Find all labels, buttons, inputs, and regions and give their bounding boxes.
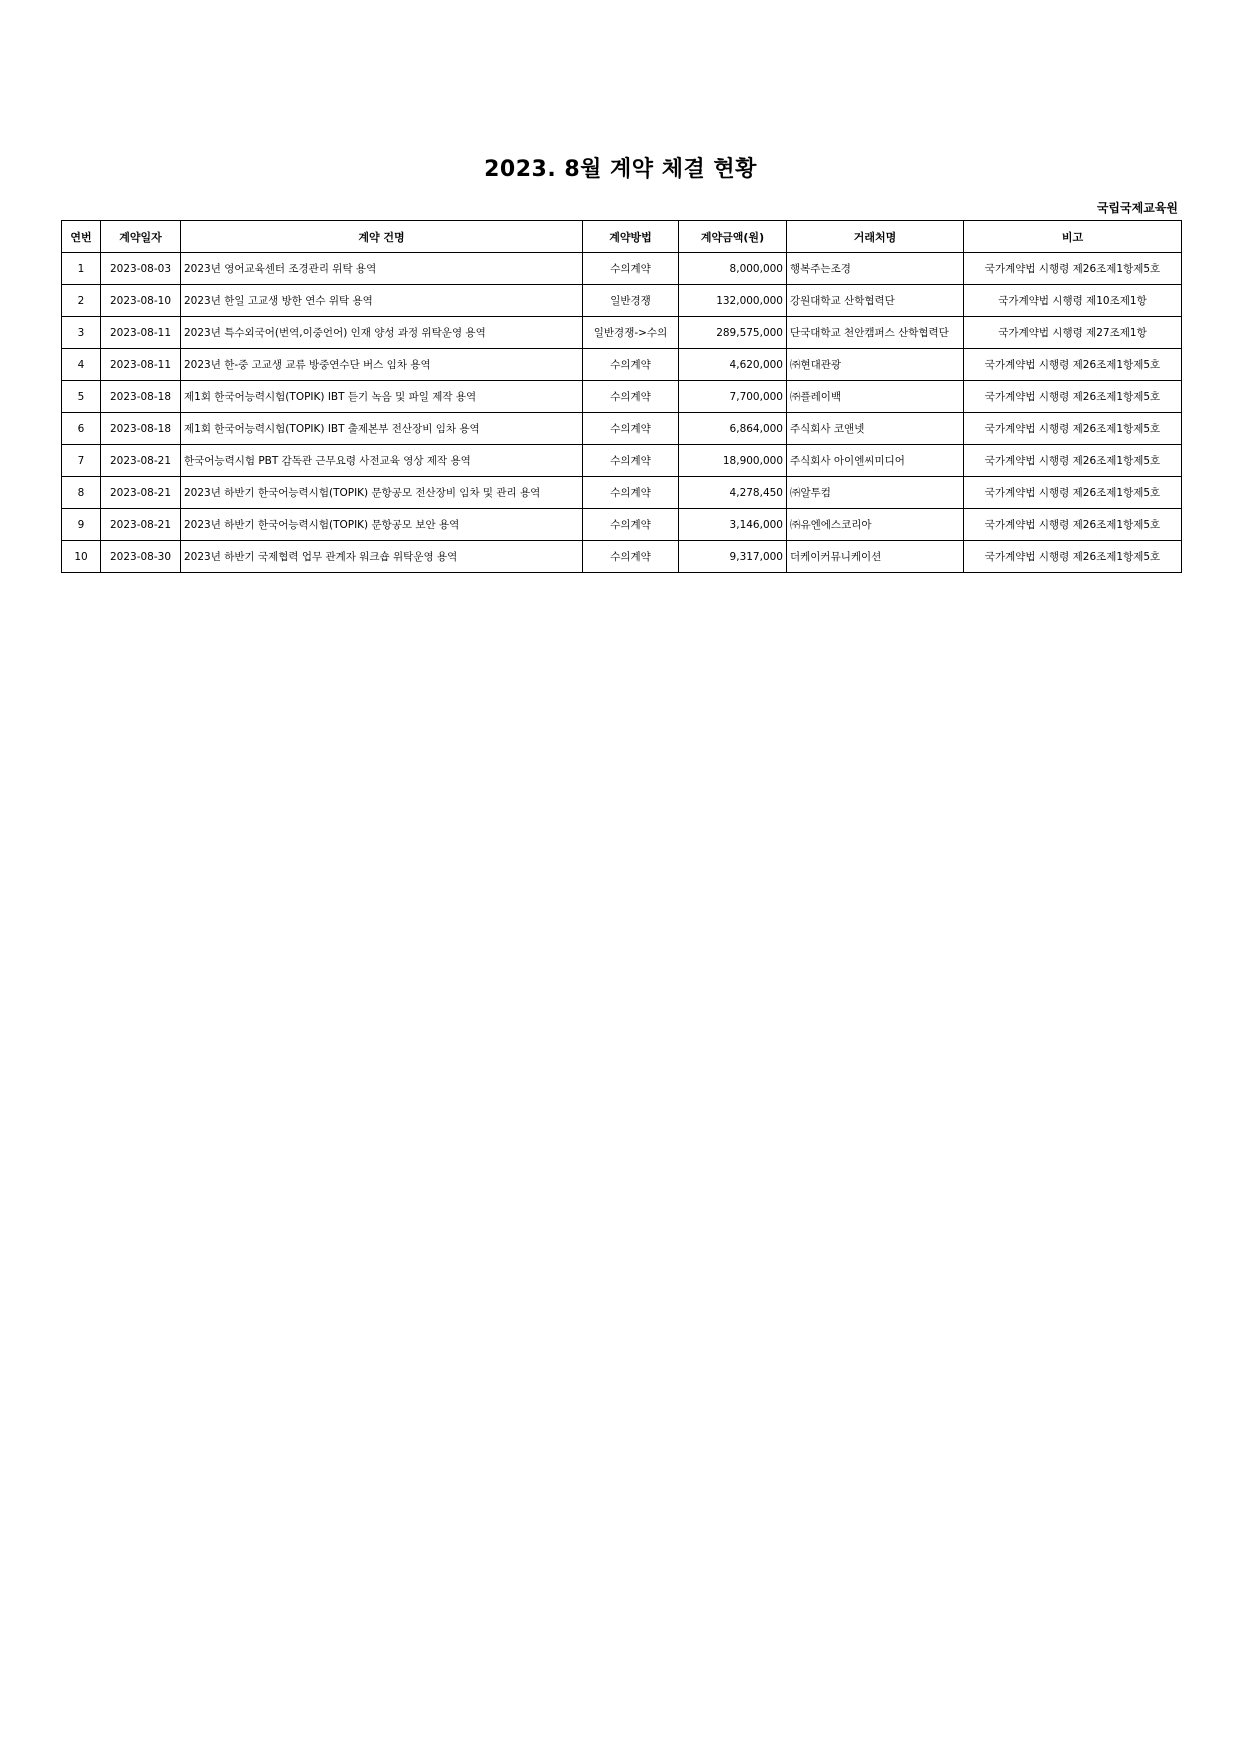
cell-contract-method: 수의계약	[583, 349, 679, 381]
cell-contract-date: 2023-08-21	[101, 509, 181, 541]
cell-number: 3	[62, 317, 101, 349]
cell-contract-method: 일반경쟁->수의	[583, 317, 679, 349]
cell-contract-name: 한국어능력시험 PBT 감독관 근무요령 사전교육 영상 제작 용역	[181, 445, 583, 477]
cell-remarks: 국가계약법 시행령 제26조제1항제5호	[964, 477, 1182, 509]
table-row	[62, 285, 1182, 317]
cell-contract-amount: 6,864,000	[679, 413, 787, 445]
cell-contract-amount: 4,620,000	[679, 349, 787, 381]
cell-contract-date: 2023-08-10	[101, 285, 181, 317]
cell-vendor: 행복주는조경	[787, 253, 964, 285]
cell-number: 6	[62, 413, 101, 445]
cell-contract-amount: 3,146,000	[679, 509, 787, 541]
cell-contract-method: 수의계약	[583, 253, 679, 285]
cell-remarks: 국가계약법 시행령 제26조제1항제5호	[964, 445, 1182, 477]
cell-contract-name: 2023년 한일 고교생 방한 연수 위탁 용역	[181, 285, 583, 317]
cell-number: 7	[62, 445, 101, 477]
header-vendor: 거래처명	[787, 221, 964, 253]
cell-remarks: 국가계약법 시행령 제26조제1항제5호	[964, 541, 1182, 573]
header-remarks: 비고	[964, 221, 1182, 253]
cell-contract-name: 2023년 영어교육센터 조경관리 위탁 용역	[181, 253, 583, 285]
header-contract-amount: 계약금액(원)	[679, 221, 787, 253]
cell-contract-method: 일반경쟁	[583, 285, 679, 317]
page-title: 2023. 8월 계약 체결 현황	[484, 157, 757, 182]
table-row	[62, 509, 1182, 541]
cell-contract-amount: 7,700,000	[679, 381, 787, 413]
cell-contract-date: 2023-08-18	[101, 381, 181, 413]
cell-vendor: 강원대학교 산학협력단	[787, 285, 964, 317]
cell-contract-date: 2023-08-21	[101, 445, 181, 477]
cell-vendor: ㈜유엔에스코리아	[787, 509, 964, 541]
cell-number: 10	[62, 541, 101, 573]
cell-contract-date: 2023-08-21	[101, 477, 181, 509]
cell-remarks: 국가계약법 시행령 제26조제1항제5호	[964, 413, 1182, 445]
cell-vendor: 주식회사 아이엔씨미디어	[787, 445, 964, 477]
cell-number: 1	[62, 253, 101, 285]
cell-contract-method: 수의계약	[583, 445, 679, 477]
cell-vendor: ㈜알투컴	[787, 477, 964, 509]
cell-contract-name: 2023년 특수외국어(번역,이중언어) 인재 양성 과정 위탁운영 용역	[181, 317, 583, 349]
table-row	[62, 349, 1182, 381]
header-contract-name: 계약 건명	[181, 221, 583, 253]
contract-table	[61, 220, 1182, 573]
table-row	[62, 381, 1182, 413]
cell-contract-method: 수의계약	[583, 381, 679, 413]
cell-remarks: 국가계약법 시행령 제27조제1항	[964, 317, 1182, 349]
table-row	[62, 445, 1182, 477]
cell-vendor: 더케이커뮤니케이션	[787, 541, 964, 573]
header-contract-method: 계약방법	[583, 221, 679, 253]
cell-remarks: 국가계약법 시행령 제10조제1항	[964, 285, 1182, 317]
cell-contract-name: 2023년 하반기 한국어능력시험(TOPIK) 문항공모 보안 용역	[181, 509, 583, 541]
table-row	[62, 477, 1182, 509]
cell-contract-amount: 18,900,000	[679, 445, 787, 477]
cell-contract-name: 제1회 한국어능력시험(TOPIK) IBT 출제본부 전산장비 임차 용역	[181, 413, 583, 445]
cell-remarks: 국가계약법 시행령 제26조제1항제5호	[964, 381, 1182, 413]
cell-remarks: 국가계약법 시행령 제26조제1항제5호	[964, 253, 1182, 285]
cell-vendor: ㈜플레이백	[787, 381, 964, 413]
cell-number: 4	[62, 349, 101, 381]
cell-contract-date: 2023-08-11	[101, 349, 181, 381]
cell-contract-name: 2023년 한-중 고교생 교류 방중연수단 버스 임차 용역	[181, 349, 583, 381]
cell-contract-date: 2023-08-30	[101, 541, 181, 573]
cell-number: 5	[62, 381, 101, 413]
cell-vendor: ㈜현대관광	[787, 349, 964, 381]
cell-contract-amount: 9,317,000	[679, 541, 787, 573]
cell-contract-amount: 132,000,000	[679, 285, 787, 317]
cell-contract-name: 2023년 하반기 한국어능력시험(TOPIK) 문항공모 전산장비 임차 및 관리 용역	[181, 477, 583, 509]
cell-contract-method: 수의계약	[583, 413, 679, 445]
cell-number: 9	[62, 509, 101, 541]
cell-contract-name: 제1회 한국어능력시험(TOPIK) IBT 듣기 녹음 및 파일 제작 용역	[181, 381, 583, 413]
cell-contract-amount: 8,000,000	[679, 253, 787, 285]
cell-contract-amount: 289,575,000	[679, 317, 787, 349]
cell-contract-name: 2023년 하반기 국제협력 업무 관계자 워크숍 위탁운영 용역	[181, 541, 583, 573]
header-contract-date: 계약일자	[101, 221, 181, 253]
table-row	[62, 413, 1182, 445]
header-number: 연번	[62, 221, 101, 253]
cell-vendor: 단국대학교 천안캠퍼스 산학협력단	[787, 317, 964, 349]
cell-contract-method: 수의계약	[583, 509, 679, 541]
table-row	[62, 253, 1182, 285]
cell-number: 8	[62, 477, 101, 509]
table-row	[62, 317, 1182, 349]
cell-contract-date: 2023-08-03	[101, 253, 181, 285]
cell-contract-method: 수의계약	[583, 541, 679, 573]
table-row	[62, 541, 1182, 573]
organization-name: 국립국제교육원	[1096, 201, 1178, 215]
cell-vendor: 주식회사 코앤넷	[787, 413, 964, 445]
cell-number: 2	[62, 285, 101, 317]
cell-remarks: 국가계약법 시행령 제26조제1항제5호	[964, 349, 1182, 381]
cell-remarks: 국가계약법 시행령 제26조제1항제5호	[964, 509, 1182, 541]
table-header-row	[62, 221, 1182, 253]
cell-contract-date: 2023-08-11	[101, 317, 181, 349]
cell-contract-date: 2023-08-18	[101, 413, 181, 445]
cell-contract-amount: 4,278,450	[679, 477, 787, 509]
cell-contract-method: 수의계약	[583, 477, 679, 509]
